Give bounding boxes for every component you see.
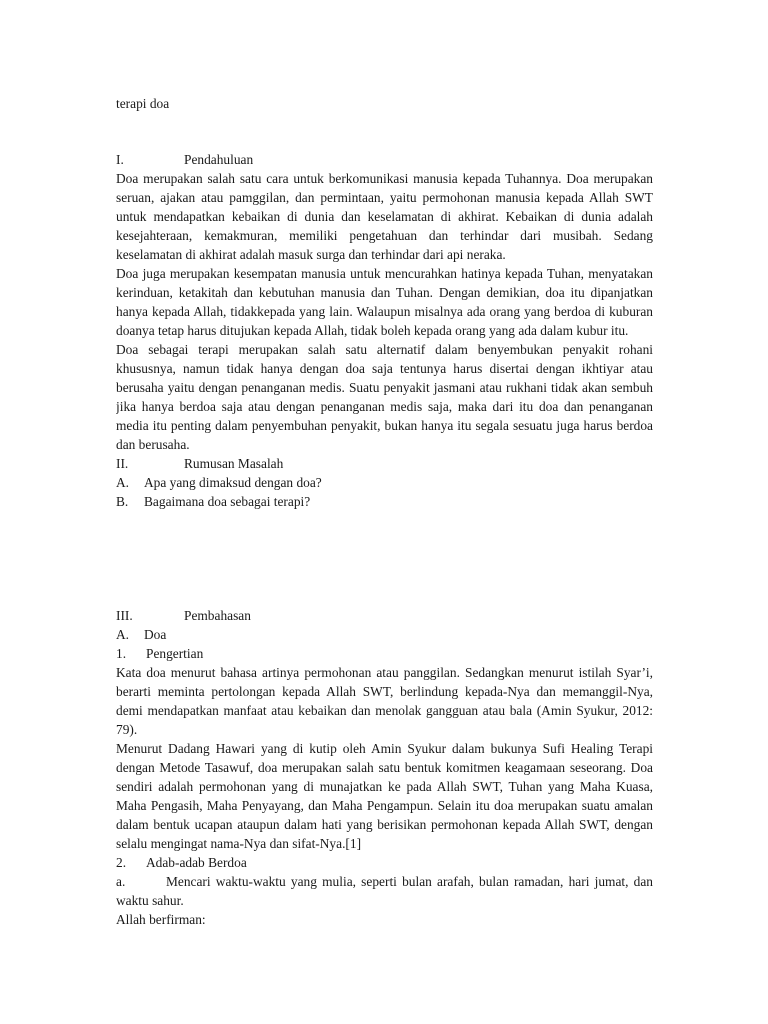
paragraph-line: berarti meminta pertolongan kepada Allah SWT, berlindung kepada-Nya dan memanggil-Nya, [116,684,653,699]
paragraph-line: seruan, ajakan atau pamggilan, dan permintaan, yaitu permohonan manusia kepada Allah SWT [116,190,653,205]
paragraph-line: 79). [116,722,138,737]
list-text: Adab-adab Berdoa [146,855,247,870]
section-heading [116,454,653,473]
paragraph-line: Doa merupakan salah satu cara untuk berkomunikasi manusia kepada Tuhannya. Doa merupakan [116,171,653,186]
paragraph-line: sendiri adalah permohonan yang di munajatkan ke pada Allah SWT, Tuhan yang Maha Kuasa, [116,779,653,794]
paragraph-line: doanya tetap harus ditujukan kepada Allah, tidak boleh kepada orang yang ada dalam kubur itu. [116,323,629,338]
section-number: II. [116,456,129,471]
paragraph-line: keselamatan di akhirat adalah masuk surga dan terhindar dari api neraka. [116,247,506,262]
list-marker: 1. [116,646,127,661]
paragraph-line: media itu penting dalam penyembuhan penyakit, bukan hanya itu segala sesuatu juga harus berdoa [116,418,653,433]
list-marker: 2. [116,855,127,870]
section-title: Rumusan Masalah [184,456,284,471]
list-text: Bagaimana doa sebagai terapi? [144,494,311,509]
document-title: terapi doa [116,96,170,111]
list-text: Doa [144,627,167,642]
section-title: Pendahuluan [184,152,254,167]
section-heading [116,150,653,169]
paragraph-line: kerinduan, ketakitah dan kebutuhan manusia dan Tuhan. Dengan demikian, doa itu dipanjatkan [116,285,653,300]
paragraph-line: berusaha yaitu dengan penanganan medis. Suatu penyakit jasmani atau rukhani tidak akan sembuh [116,380,653,395]
section-title: Pembahasan [184,608,251,623]
paragraph-line: Doa sebagai terapi merupakan salah satu alternatif dalam benyembukan penyakit rohani [116,342,653,357]
list-marker: A. [116,627,130,642]
section-number: I. [116,152,124,167]
point-adab-berdoa [116,853,653,872]
list-item [116,473,653,492]
paragraph-line: Mencari waktu-waktu yang mulia, seperti bulan arafah, bulan ramadan, hari jumat, dan [166,874,653,889]
paragraph-line: Allah berfirman: [116,912,206,927]
section-number: III. [116,608,133,623]
paragraph-line: dengan Metode Tasawuf, doa merupakan salah satu bentuk komitmen keagamaan seseorang. Doa [116,760,653,775]
paragraph-line: Kata doa menurut bahasa artinya permohonan atau panggilan. Sedangkan menurut istilah Syar’i, [116,665,653,680]
paragraph-line: khususnya, namun tidak hanya dengan doa saja tentunya harus disertai dengan ikhtiyar atau [116,361,653,376]
paragraph-line: dalam bentuk ucapan ataupun dalam hati yang berisikan permohonan kepada Allah SWT, dengan [116,817,653,832]
section-pendahuluan [116,150,653,454]
paragraph-line: kesejahteraan, kemakmuran, memiliki pengetahuan dan terhindar dari musibah. Sedang [116,228,653,243]
list-marker: a. [116,874,126,889]
paragraph-line: selalu mengingat nama-Nya dan sifat-Nya.[1] [116,836,362,851]
subsection-doa [116,625,653,644]
sub-item-a [116,872,653,891]
section-rumusan-masalah [116,454,653,511]
list-marker: A. [116,475,130,490]
list-marker: B. [116,494,129,509]
paragraph-line: untuk mendapatkan kebaikan di dunia dan keselamatan di akhirat. Kebaikan di dunia adalah [116,209,653,224]
paragraph-line: Doa juga merupakan kesempatan manusia untuk mencurahkan hatinya kepada Tuhan, menyatakan [116,266,653,281]
paragraph-line: Maha Pengasih, Maha Penyayang, dan Maha Pengampun. Selain itu doa merupakan suatu amalan [116,798,653,813]
paragraph-line: demi mendapatkan manfaat atau kebaikan dan menolak gangguan atau bala (Amin Syukur, 2012: [116,703,653,718]
point-pengertian [116,644,653,663]
paragraph-line: hanya kepada Allah, tidakkepada yang lain. Walaupun misalnya ada orang yang berdoa di kuburan [116,304,653,319]
paragraph-line: waktu sahur. [116,893,184,908]
section-pembahasan [116,606,653,929]
list-text: Apa yang dimaksud dengan doa? [144,475,322,490]
list-item [116,492,653,511]
list-text: Pengertian [146,646,204,661]
paragraph-line: Menurut Dadang Hawari yang di kutip oleh Amin Syukur dalam bukunya Sufi Healing Terapi [116,741,653,756]
section-heading [116,606,653,625]
paragraph-line: dan berusaha. [116,437,190,452]
paragraph-line: jika hanya berdoa saja atau dengan penanganan medis saja, maka dari itu doa dan penanganan [116,399,653,414]
